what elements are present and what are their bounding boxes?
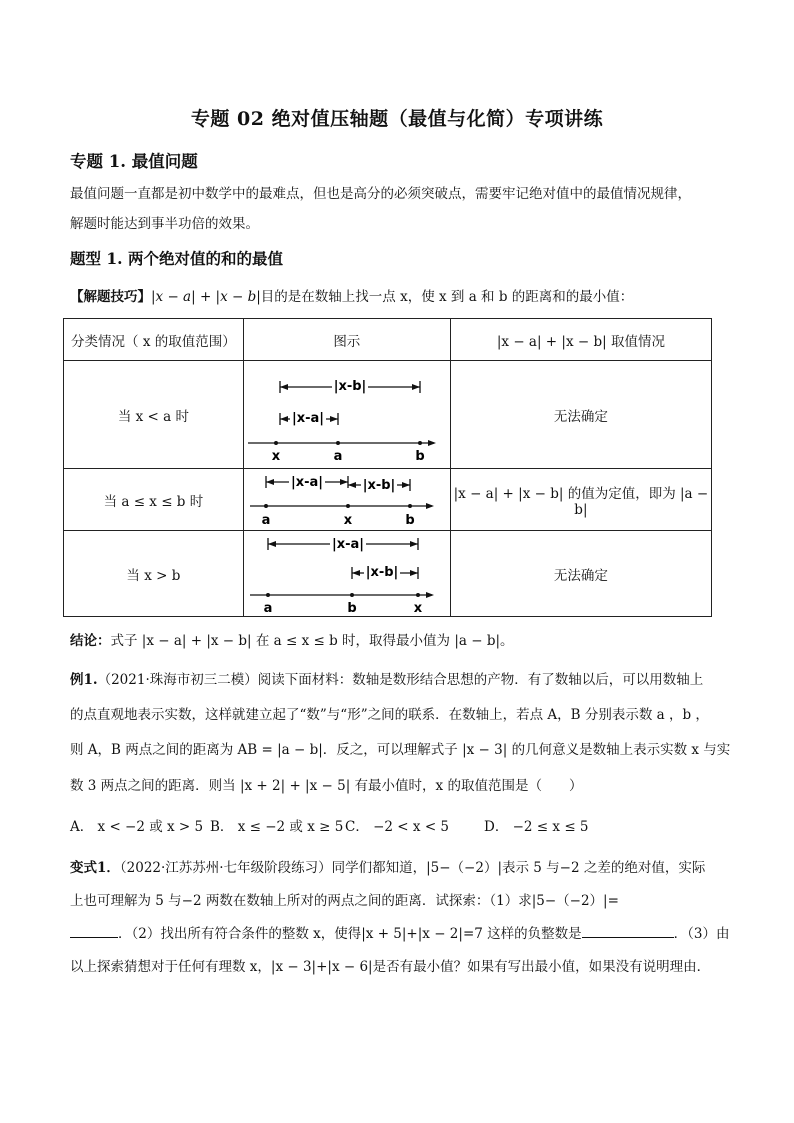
result-cell: |x − a| + |x − b| 的值为定值，即为 |a − b| xyxy=(450,469,711,531)
case-cell: 当 x < a 时 xyxy=(64,361,244,469)
option-a: A． x < −2 或 x > 5 xyxy=(70,819,204,835)
variant-line-4: 以上探索猜想对于任何有理数 x，|x − 3|+|x − 6|是否有最小值？如果有写出最小值，如果没有说明理由． xyxy=(70,959,711,975)
number-line-diagram-1 xyxy=(244,362,450,468)
result-cell: 无法确定 xyxy=(450,361,711,469)
type-heading: 题型 1. 两个绝对值的和的最值 xyxy=(70,249,283,268)
label-x-minus-b: |x-b| xyxy=(365,564,399,580)
variant-line-2: 上也可理解为 5 与−2 两数在数轴上所对的两点之间的距离．试探索：（1）求|5−（−2）|= xyxy=(70,893,619,909)
answer-blank-2[interactable] xyxy=(582,923,674,938)
number-line-diagram-3 xyxy=(244,532,450,616)
table-header-cell: 分类情况（ x 的取值范围） xyxy=(64,319,244,361)
example-text: （2021·珠海市初三二模）阅读下面材料：数轴是数形结合思想的产物．有了数轴以后，可以用数轴上 xyxy=(97,672,704,688)
case-cell: 当 a ≤ x ≤ b 时 xyxy=(64,469,244,531)
diagram-cell xyxy=(243,361,450,469)
cases-table xyxy=(63,318,712,617)
variant-line-1 xyxy=(70,856,705,876)
example-line-4: 数 3 两点之间的距离．则当 |x + 2| + |x − 5| 有最小值时，x 的取值范围是（ ） xyxy=(70,778,583,794)
point-a: a xyxy=(263,600,273,616)
intro-line-1: 最值问题一直都是初中数学中的最难点，但也是高分的必须突破点，需要牢记绝对值中的最值情况规律， xyxy=(70,186,691,202)
label-x-minus-a: |x-a| xyxy=(291,410,324,426)
page-title: 专题 02 绝对值压轴题（最值与化简）专项讲练 xyxy=(190,108,604,130)
variant-text: （2022·江苏苏州·七年级阶段练习）同学们都知道，|5−（−2）|表示 5 与−2 之差的绝对值，实际 xyxy=(119,860,706,876)
conclusion-line xyxy=(70,629,514,649)
table-row xyxy=(64,361,712,469)
intro-line-2: 解题时能达到事半功倍的效果。 xyxy=(70,216,259,232)
example-line-3: 则 A，B 两点之间的距离为 AB = |a − b|．反之，可以理解式子 |x − 3| 的几何意义是数轴上表示实数 x 与实 xyxy=(70,742,731,758)
answer-blank-1[interactable] xyxy=(70,923,118,938)
result-cell: 无法确定 xyxy=(450,531,711,617)
variant-line-3-tail: ．（3）由 xyxy=(673,926,730,942)
label-x-minus-b: |x-b| xyxy=(362,477,396,493)
tip-line xyxy=(70,285,633,305)
table-row xyxy=(64,531,712,617)
diagram-cell xyxy=(243,469,450,531)
variant-label: 变式1． xyxy=(70,860,120,876)
option-c: C． −2 < x < 5 xyxy=(345,819,450,835)
table-row xyxy=(64,469,712,531)
point-a: a xyxy=(261,512,271,528)
diagram-cell xyxy=(243,531,450,617)
variant-line-3 xyxy=(70,922,729,942)
conclusion-text: 式子 |x − a| + |x − b| 在 a ≤ x ≤ b 时，取得最小值为 |a − b|。 xyxy=(110,633,514,649)
variant-line-3-text: ．（2）找出所有符合条件的整数 x，使得|x + 5|+|x − 2|=7 这样的负整数是 xyxy=(118,926,582,942)
point-b: b xyxy=(347,600,357,616)
option-d: D． −2 ≤ x ≤ 5 xyxy=(484,819,589,835)
table-header-row xyxy=(64,319,712,361)
example-label: 例1. xyxy=(70,672,98,688)
point-b: b xyxy=(415,448,425,464)
option-b: B． x ≤ −2 或 x ≥ 5 xyxy=(210,819,344,835)
point-b: b xyxy=(405,512,415,528)
case-cell: 当 x > b xyxy=(64,531,244,617)
label-x-minus-a: |x-a| xyxy=(331,536,364,552)
table-header-cell: 图示 xyxy=(243,319,450,361)
tip-text: 目的是在数轴上找一点 x，使 x 到 a 和 b 的距离和的最小值： xyxy=(260,289,634,305)
point-x: x xyxy=(271,448,281,464)
point-a: a xyxy=(333,448,343,464)
label-x-minus-a: |x-a| xyxy=(290,474,323,490)
point-x: x xyxy=(343,512,353,528)
number-line-diagram-2 xyxy=(244,470,450,530)
tip-label: 【解题技巧】 xyxy=(70,289,151,305)
section-heading: 专题 1. 最值问题 xyxy=(70,152,198,171)
example-line-2: 的点直观地表示实数，这样就建立起了“数”与“形”之间的联系．在数轴上，若点 A，B 分别表示数 a ，b ， xyxy=(70,707,709,723)
conclusion-label: 结论： xyxy=(70,633,111,649)
example-line-1 xyxy=(70,668,703,688)
tip-expr: |x − a| + |x − b| xyxy=(151,289,261,305)
table-header-cell: |x − a| + |x − b| 取值情况 xyxy=(450,319,711,361)
point-x: x xyxy=(413,600,423,616)
label-x-minus-b: |x-b| xyxy=(333,378,367,394)
